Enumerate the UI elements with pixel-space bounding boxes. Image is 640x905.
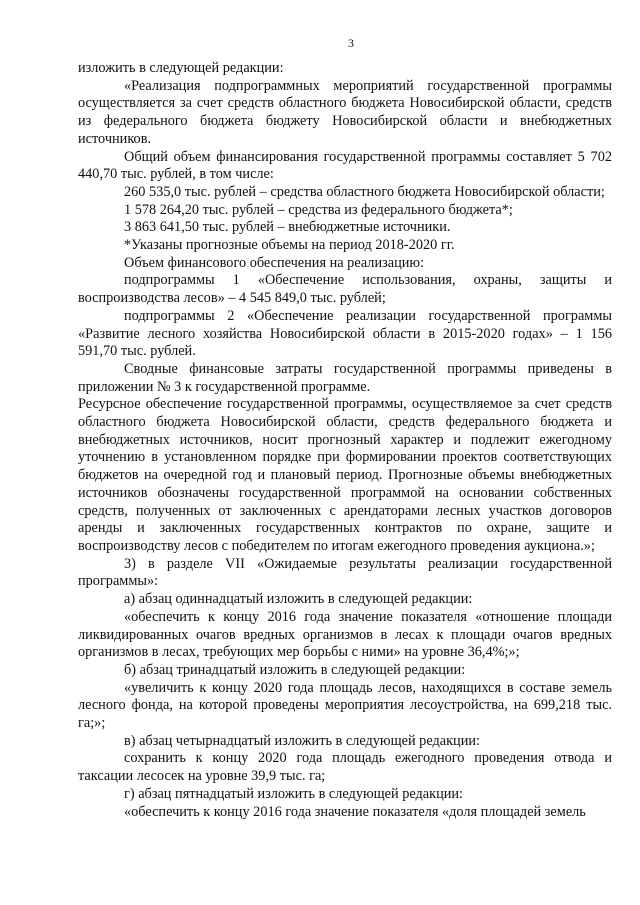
paragraph: 3) в разделе VII «Ожидаемые результаты реализации государственной программы»:: [78, 555, 612, 590]
paragraph: «увеличить к концу 2020 года площадь лесов, находящихся в составе земель лесного фонда, на которой проведены мероприятия лесоустройства, на 699,218 тыс. га;»;: [78, 679, 612, 732]
paragraph: 260 535,0 тыс. рублей – средства областного бюджета Новосибирской области;: [124, 183, 605, 200]
paragraph: Ресурсное обеспечение государственной программы, осуществляемое за счет средств областного бюджета Новосибирской области, средств федерального бюджета и внебюджетных источников, носит прогнозный характер и подлежит ежегодному уточнению в установленном порядке при формировании проектов соответствующих бюджетов на очередной год и плановый период. Прогнозные объемы внебюджетных источников обозначены государственной программой на основании собственных средств, полученных от заключенных с арендаторами лесных участков договоров аренды и заключенных государственных контрактов по охране, защите и воспроизводству лесов с победителем по итогам ежегодного проведения аукциона.»;: [78, 396, 612, 554]
paragraph: б) абзац тринадцатый изложить в следующей редакции:: [124, 661, 466, 678]
paragraph: в) абзац четырнадцатый изложить в следующей редакции:: [124, 732, 480, 749]
paragraph: Объем финансового обеспечения на реализацию:: [124, 254, 425, 271]
paragraph: «обеспечить к концу 2016 года значение показателя «отношение площади ликвидированных очагов вредных организмов в лесах к площади очагов вредных организмов в лесах, требующих мер борьбы с ними» на уровне 36,4%;»;: [78, 608, 612, 661]
paragraph: 1 578 264,20 тыс. рублей – средства из федерального бюджета*;: [124, 201, 513, 218]
paragraph: Сводные финансовые затраты государственной программы приведены в приложении № 3 к государственной программе.: [78, 360, 612, 395]
paragraph: подпрограммы 2 «Обеспечение реализации государственной программы «Развитие лесного хозяйства Новосибирской области в 2015-2020 годах» – 1 156 591,70 тыс. рублей.: [78, 307, 612, 360]
paragraph: «Реализация подпрограммных мероприятий государственной программы осуществляется за счет средств областного бюджета Новосибирской области, средств из федерального бюджета бюджету Новосибирской области и внебюджетных источников.: [78, 77, 612, 147]
document-body: [78, 60, 612, 821]
paragraph: подпрограммы 1 «Обеспечение использования, охраны, защиты и воспроизводства лесов» – 4 545 849,0 тыс. рублей;: [78, 272, 612, 307]
paragraph: сохранить к концу 2020 года площадь ежегодного проведения отвода и таксации лесосек на уровне 39,9 тыс. га;: [78, 750, 612, 785]
paragraph: изложить в следующей редакции:: [78, 60, 284, 76]
paragraph: Общий объем финансирования государственной программы составляет 5 702 440,70 тыс. рублей, в том числе:: [78, 148, 612, 183]
paragraph: г) абзац пятнадцатый изложить в следующей редакции:: [124, 785, 464, 802]
paragraph: *Указаны прогнозные объемы на период 2018-2020 гг.: [124, 237, 455, 254]
paragraph: «обеспечить к концу 2016 года значение показателя «доля площадей земель: [124, 803, 586, 820]
page-number: 3: [348, 36, 354, 50]
paragraph: а) абзац одиннадцатый изложить в следующей редакции:: [124, 591, 473, 608]
paragraph: 3 863 641,50 тыс. рублей – внебюджетные источники.: [124, 219, 451, 236]
